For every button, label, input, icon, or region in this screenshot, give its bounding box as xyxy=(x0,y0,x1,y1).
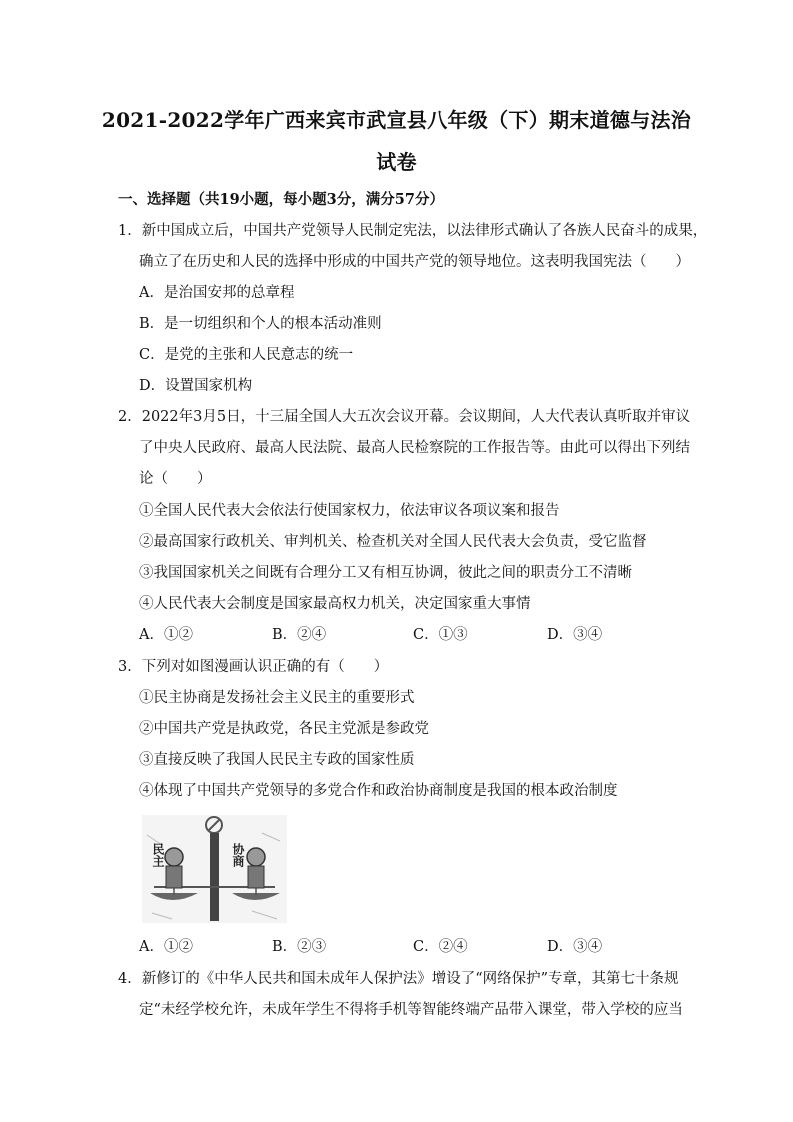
q2-statement-1: ①全国人民代表大会依法行使国家权力，依法审议各项议案和报告 xyxy=(139,503,560,519)
cartoon-label-left: 民主 xyxy=(151,843,165,867)
q1-option-c: C．是党的主张和人民意志的统一 xyxy=(139,347,354,363)
q1-option-a: A．是治国安邦的总章程 xyxy=(139,285,295,301)
q4-stem-line2: 定“未经学校允许，未成年学生不得将手机等智能终端产品带入课堂，带入学校的应当 xyxy=(139,1002,683,1018)
cartoon-label-right: 协商 xyxy=(231,843,245,867)
q3-option-d: D．③④ xyxy=(547,939,603,955)
q3-option-b: B．②③ xyxy=(272,939,327,955)
exam-title-line1: 2021-2022学年广西来宾市武宣县八年级（下）期末道德与法治 xyxy=(101,108,692,132)
q2-statement-3: ③我国国家机关之间既有合理分工又有相互协调，彼此之间的职责分工不清晰 xyxy=(139,565,632,581)
q2-stem-line3: 论（ ） xyxy=(139,471,212,487)
q2-statement-4: ④人民代表大会制度是国家最高权力机关，决定国家重大事情 xyxy=(139,596,531,612)
q2-option-a: A．①② xyxy=(139,627,193,643)
q3-option-c: C．②④ xyxy=(413,939,468,955)
q3-option-a: A．①② xyxy=(139,939,193,955)
q3-statement-4: ④体现了中国共产党领导的多党合作和政治协商制度是我国的根本政治制度 xyxy=(139,783,618,799)
q2-stem-line2: 了中央人民政府、最高人民法院、最高人民检察院的工作报告等。由此可以得出下列结 xyxy=(139,440,690,456)
q2-stem-line1: 2．2022年3月5日，十三届全国人大五次会议开幕。会议期间，人大代表认真听取并审议 xyxy=(118,409,691,425)
q2-statement-2: ②最高国家行政机关、审判机关、检查机关对全国人民代表大会负责，受它监督 xyxy=(139,534,647,550)
q4-stem-line1: 4．新修订的《中华人民共和国未成年人保护法》增设了“网络保护”专章，其第七十条规 xyxy=(118,971,679,987)
q1-option-d: D．设置国家机构 xyxy=(139,378,253,394)
q2-option-b: B．②④ xyxy=(272,627,327,643)
section-heading: 一、选择题（共19小题，每小题3分，满分57分） xyxy=(118,191,444,208)
q3-options-row xyxy=(139,935,639,955)
q1-stem-line1: 1．新中国成立后，中国共产党领导人民制定宪法，以法律形式确认了各族人民奋斗的成果， xyxy=(118,223,708,239)
q3-statement-3: ③直接反映了我国人民民主专政的国家性质 xyxy=(139,752,415,768)
q2-options-row xyxy=(139,623,639,643)
q3-statement-2: ②中国共产党是执政党，各民主党派是参政党 xyxy=(139,721,429,737)
exam-title-line2: 试卷 xyxy=(376,150,417,174)
q3-stem-line1: 3．下列对如图漫画认识正确的有（ ） xyxy=(118,659,389,675)
q1-stem-line2: 确立了在历史和人民的选择中形成的中国共产党的领导地位。这表明我国宪法（ ） xyxy=(139,254,690,270)
cartoon-image xyxy=(142,815,287,923)
q2-option-c: C．①③ xyxy=(413,627,468,643)
q3-statement-1: ①民主协商是发扬社会主义民主的重要形式 xyxy=(139,690,415,706)
q2-option-d: D．③④ xyxy=(547,627,603,643)
balance-scale-illustration xyxy=(142,815,287,923)
q1-option-b: B．是一切组织和个人的根本活动准则 xyxy=(139,316,382,332)
